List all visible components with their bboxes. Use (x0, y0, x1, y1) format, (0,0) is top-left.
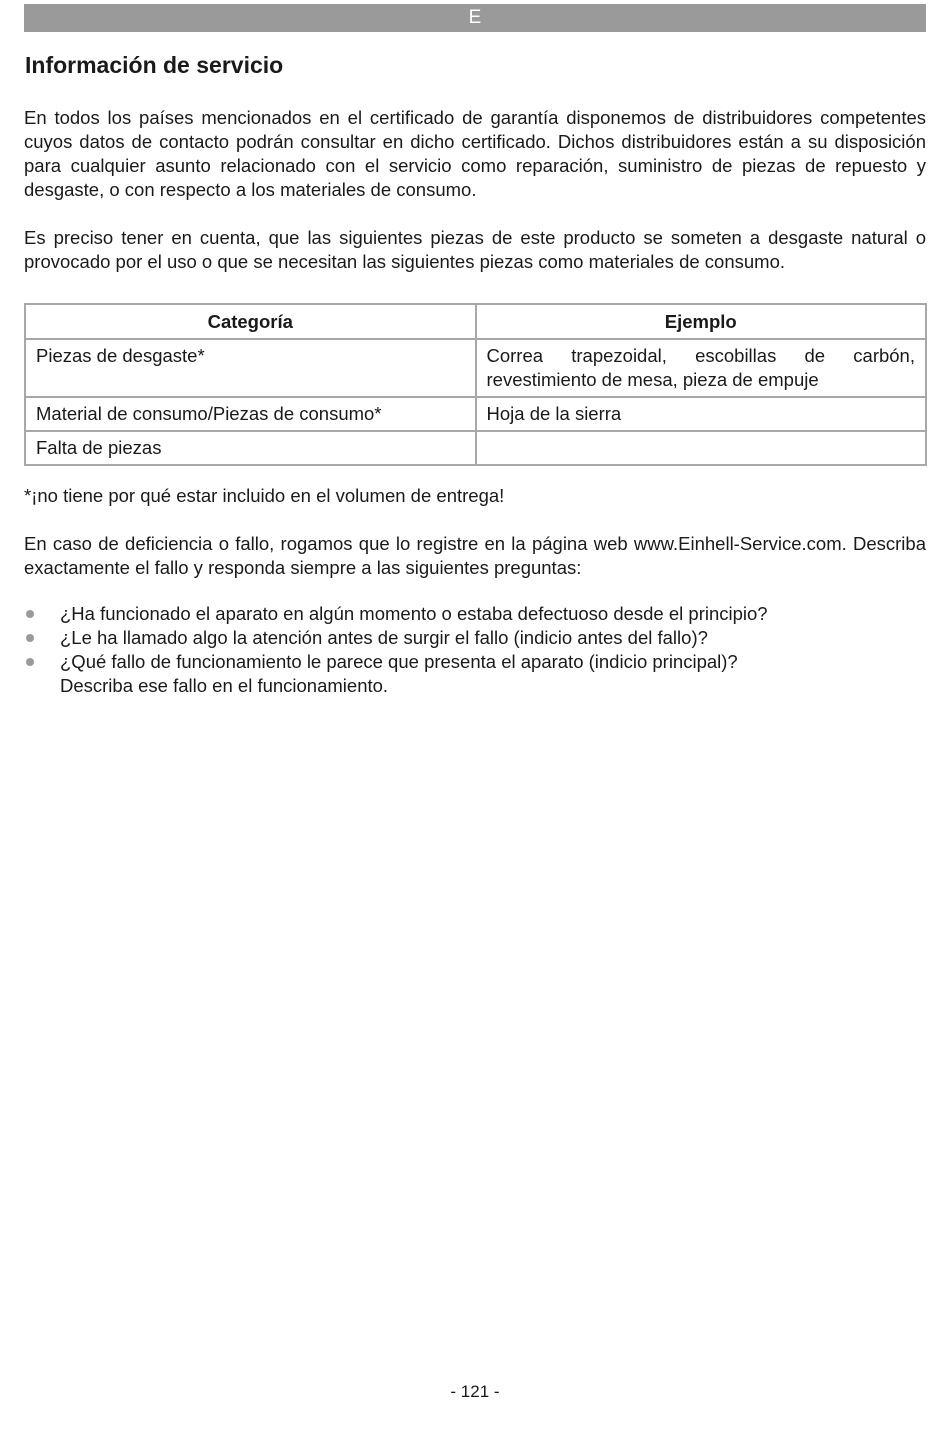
question-text: ¿Ha funcionado el aparato en algún momento o estaba defectuoso desde el principio? (60, 603, 768, 624)
column-header-category: Categoría (25, 304, 476, 339)
bullet-icon (26, 658, 34, 666)
parts-table (24, 303, 927, 466)
intro-paragraph: En todos los países mencionados en el certificado de garantía disponemos de distribuidores competentes cuyos datos de contacto podrán consultar en dicho certificado. Dichos distribuidores están a su disposición para cualquier asunto relacionado con el servicio como reparación, suministro de piezas de repuesto y desgaste, o con respecto a los materiales de consumo. (24, 107, 926, 200)
table-cell-category: Piezas de desgaste* (25, 339, 476, 397)
column-header-example: Ejemplo (476, 304, 927, 339)
question-list (24, 602, 926, 698)
table-row (25, 397, 926, 431)
table-cell-example: Correa trapezoidal, escobillas de carbón, revestimiento de mesa, pieza de empuje (476, 339, 927, 397)
table-cell-category: Falta de piezas (25, 431, 476, 465)
list-item (24, 650, 926, 698)
section-title: Información de servicio (25, 52, 284, 78)
bullet-icon (26, 634, 34, 642)
list-item (24, 626, 926, 650)
table-row (25, 339, 926, 397)
page-number: - 121 - (450, 1382, 500, 1401)
table-cell-example: Hoja de la sierra (476, 397, 927, 431)
report-paragraph: En caso de deficiencia o fallo, rogamos que lo registre en la página web www.Einhell-Service.com. Describa exactamente el fallo y responda siempre a las siguientes preguntas: (24, 533, 926, 578)
table-cell-example (476, 431, 927, 465)
language-header-bar (24, 4, 926, 32)
wear-info-paragraph: Es preciso tener en cuenta, que las siguientes piezas de este producto se someten a desgaste natural o provocado por el uso o que se necesitan las siguientes piezas como materiales de consumo. (24, 227, 926, 272)
table-row (25, 431, 926, 465)
question-text: ¿Qué fallo de funcionamiento le parece que presenta el aparato (indicio principal)? Describa ese fallo en el funcionamiento. (60, 651, 738, 696)
footnote: *¡no tiene por qué estar incluido en el volumen de entrega! (24, 485, 505, 506)
question-text: ¿Le ha llamado algo la atención antes de surgir el fallo (indicio antes del fallo)? (60, 627, 708, 648)
table-cell-category: Material de consumo/Piezas de consumo* (25, 397, 476, 431)
bullet-icon (26, 610, 34, 618)
language-code: E (468, 7, 482, 28)
table-header-row (25, 304, 926, 339)
list-item (24, 602, 926, 626)
